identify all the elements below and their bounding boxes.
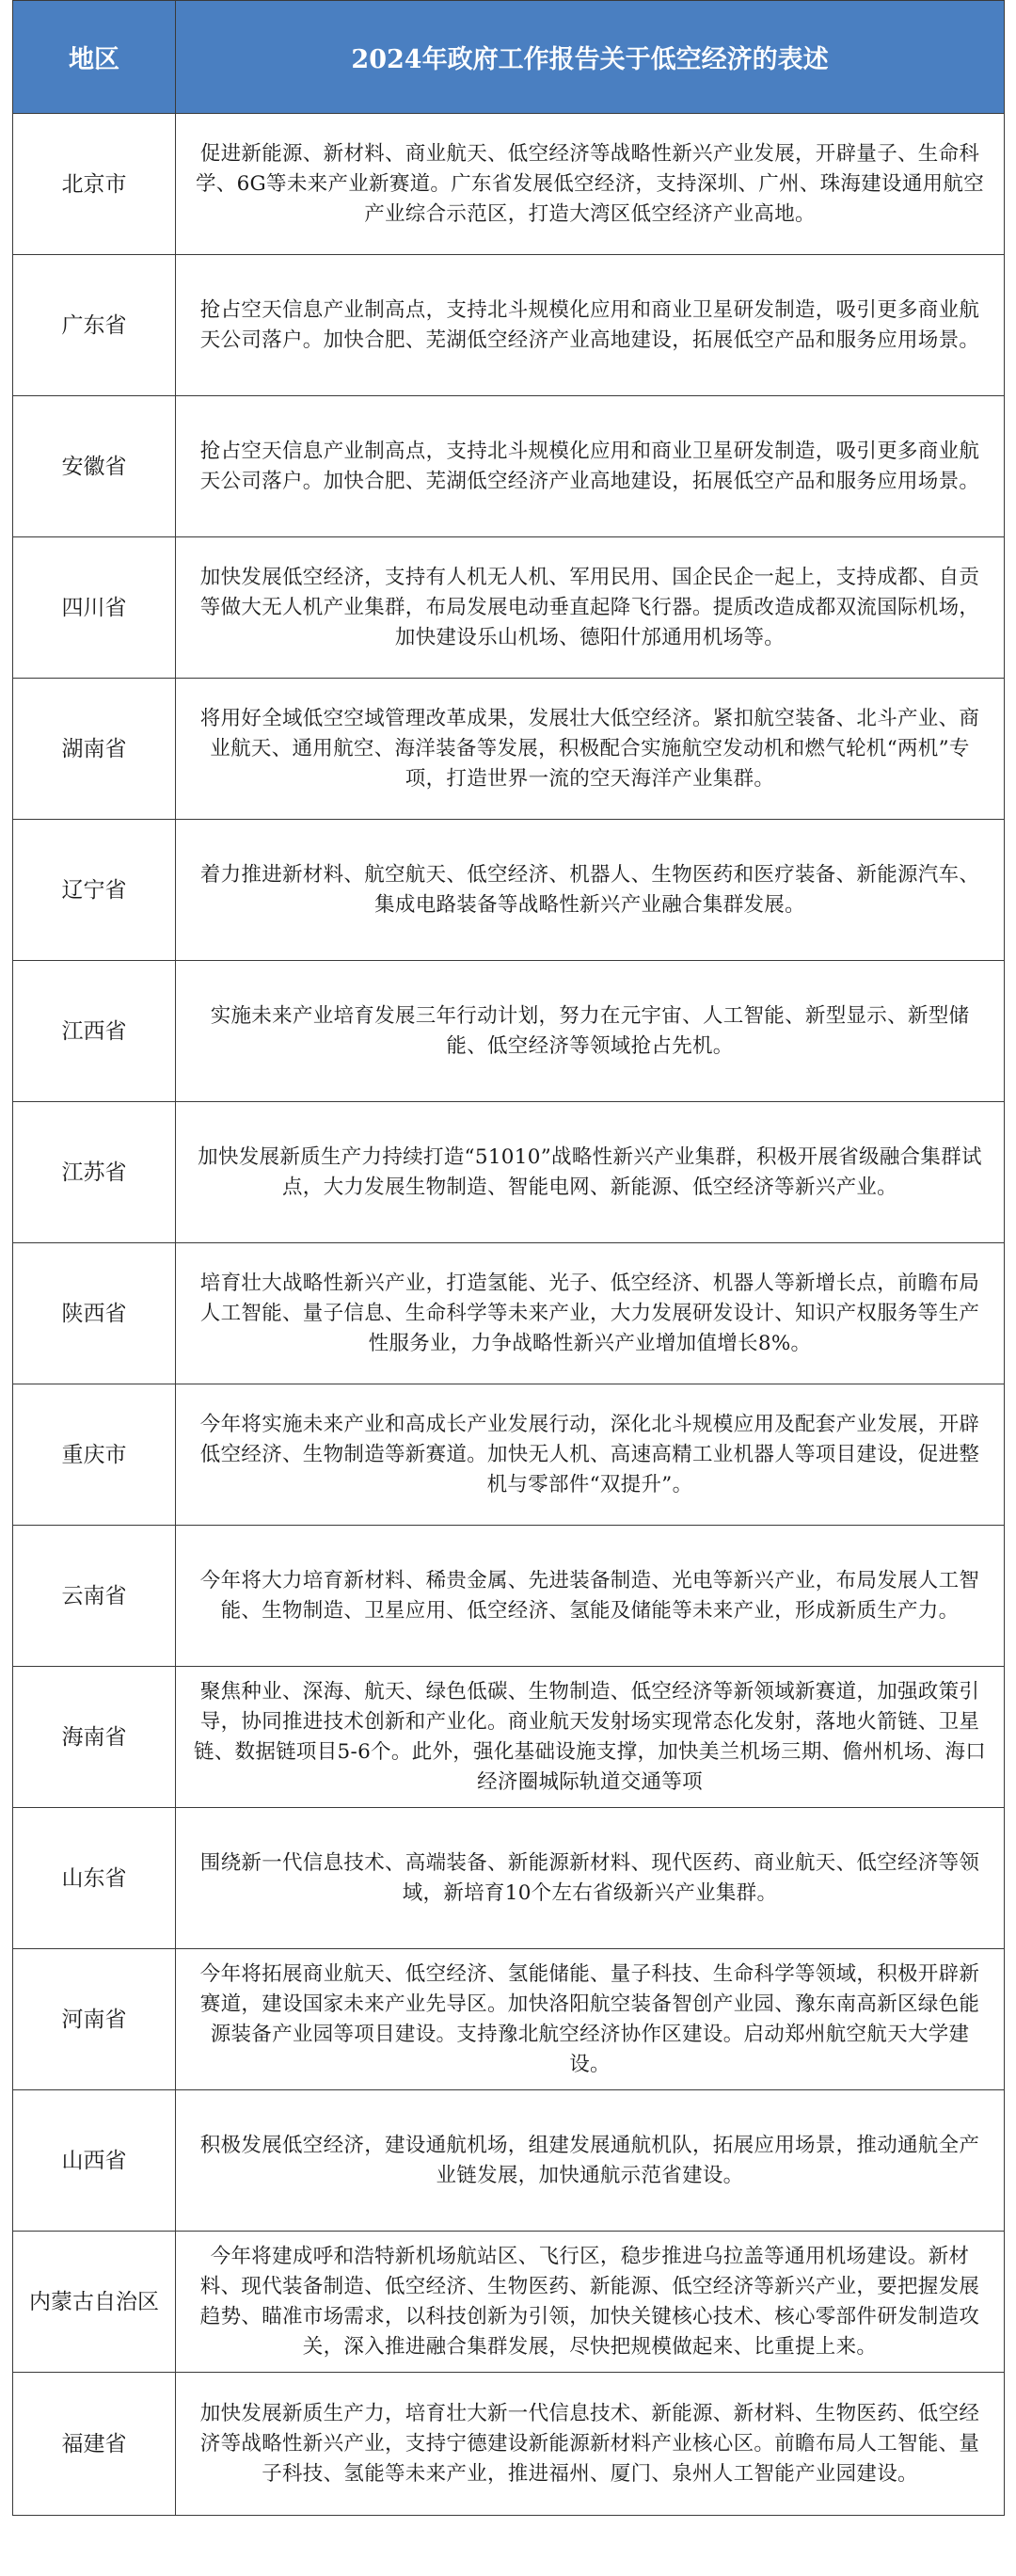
description-cell: 抢占空天信息产业制高点，支持北斗规模化应用和商业卫星研发制造，吸引更多商业航天公司落户。加快合肥、芜湖低空经济产业高地建设，拓展低空产品和服务应用场景。 <box>176 255 1005 396</box>
table-row <box>13 820 1005 961</box>
description-cell: 促进新能源、新材料、商业航天、低空经济等战略性新兴产业发展，开辟量子、生命科学、6G等未来产业新赛道。广东省发展低空经济，支持深圳、广州、珠海建设通用航空产业综合示范区，打造大湾区低空经济产业高地。 <box>176 114 1005 255</box>
description-cell: 培育壮大战略性新兴产业，打造氢能、光子、低空经济、机器人等新增长点，前瞻布局人工智能、量子信息、生命科学等未来产业，大力发展研发设计、知识产权服务等生产性服务业，力争战略性新兴产业增加值增长8%。 <box>176 1243 1005 1384</box>
region-cell: 湖南省 <box>13 679 176 820</box>
description-cell: 今年将实施未来产业和高成长产业发展行动，深化北斗规模应用及配套产业发展，开辟低空经济、生物制造等新赛道。加快无人机、高速高精工业机器人等项目建设，促进整机与零部件“双提升”。 <box>176 1384 1005 1526</box>
table-row <box>13 679 1005 820</box>
description-cell: 抢占空天信息产业制高点，支持北斗规模化应用和商业卫星研发制造，吸引更多商业航天公司落户。加快合肥、芜湖低空经济产业高地建设，拓展低空产品和服务应用场景。 <box>176 396 1005 537</box>
region-cell: 广东省 <box>13 255 176 396</box>
region-cell: 重庆市 <box>13 1384 176 1526</box>
table-header-row <box>13 1 1005 114</box>
description-cell: 今年将拓展商业航天、低空经济、氢能储能、量子科技、生命科学等领域，积极开辟新赛道，建设国家未来产业先导区。加快洛阳航空装备智创产业园、豫东南高新区绿色能源装备产业园等项目建设。支持豫北航空经济协作区建设。启动郑州航空航天大学建设。 <box>176 1949 1005 2090</box>
table-row <box>13 1526 1005 1667</box>
region-cell: 江西省 <box>13 961 176 1102</box>
table-row <box>13 1808 1005 1949</box>
header-description: 2024年政府工作报告关于低空经济的表述 <box>176 1 1005 114</box>
description-cell: 着力推进新材料、航空航天、低空经济、机器人、生物医药和医疗装备、新能源汽车、集成电路装备等战略性新兴产业融合集群发展。 <box>176 820 1005 961</box>
region-cell: 山西省 <box>13 2090 176 2232</box>
description-cell: 今年将建成呼和浩特新机场航站区、飞行区，稳步推进乌拉盖等通用机场建设。新材料、现代装备制造、低空经济、生物医药、新能源、低空经济等新兴产业，要把握发展趋势、瞄准市场需求，以科技创新为引领，加快关键核心技术、核心零部件研发制造攻关，深入推进融合集群发展，尽快把规模做起来、比重提上来。 <box>176 2232 1005 2373</box>
region-cell: 北京市 <box>13 114 176 255</box>
region-cell: 山东省 <box>13 1808 176 1949</box>
table-row <box>13 1243 1005 1384</box>
table-row <box>13 114 1005 255</box>
description-cell: 今年将大力培育新材料、稀贵金属、先进装备制造、光电等新兴产业，布局发展人工智能、生物制造、卫星应用、低空经济、氢能及储能等未来产业，形成新质生产力。 <box>176 1526 1005 1667</box>
region-cell: 云南省 <box>13 1526 176 1667</box>
region-cell: 河南省 <box>13 1949 176 2090</box>
report-table <box>12 0 1005 2516</box>
table-row <box>13 1949 1005 2090</box>
description-cell: 实施未来产业培育发展三年行动计划，努力在元宇宙、人工智能、新型显示、新型储能、低空经济等领域抢占先机。 <box>176 961 1005 1102</box>
description-cell: 围绕新一代信息技术、高端装备、新能源新材料、现代医药、商业航天、低空经济等领域，新培育10个左右省级新兴产业集群。 <box>176 1808 1005 1949</box>
table-row <box>13 2373 1005 2516</box>
table-row <box>13 2232 1005 2373</box>
table-row <box>13 1102 1005 1243</box>
description-cell: 加快发展低空经济，支持有人机无人机、军用民用、国企民企一起上，支持成都、自贡等做大无人机产业集群，布局发展电动垂直起降飞行器。提质改造成都双流国际机场，加快建设乐山机场、德阳什邡通用机场等。 <box>176 537 1005 679</box>
table-row <box>13 961 1005 1102</box>
region-cell: 内蒙古自治区 <box>13 2232 176 2373</box>
region-cell: 陕西省 <box>13 1243 176 1384</box>
region-cell: 四川省 <box>13 537 176 679</box>
region-cell: 福建省 <box>13 2373 176 2516</box>
region-cell: 海南省 <box>13 1667 176 1808</box>
description-cell: 加快发展新质生产力持续打造“51010”战略性新兴产业集群，积极开展省级融合集群试点，大力发展生物制造、智能电网、新能源、低空经济等新兴产业。 <box>176 1102 1005 1243</box>
region-cell: 江苏省 <box>13 1102 176 1243</box>
table-row <box>13 396 1005 537</box>
description-cell: 加快发展新质生产力，培育壮大新一代信息技术、新能源、新材料、生物医药、低空经济等战略性新兴产业，支持宁德建设新能源新材料产业核心区。前瞻布局人工智能、量子科技、氢能等未来产业，推进福州、厦门、泉州人工智能产业园建设。 <box>176 2373 1005 2516</box>
header-region: 地区 <box>13 1 176 114</box>
description-cell: 聚焦种业、深海、航天、绿色低碳、生物制造、低空经济等新领域新赛道，加强政策引导，协同推进技术创新和产业化。商业航天发射场实现常态化发射，落地火箭链、卫星链、数据链项目5-6个。此外，强化基础设施支撑，加快美兰机场三期、儋州机场、海口经济圈城际轨道交通等项 <box>176 1667 1005 1808</box>
description-cell: 将用好全域低空空域管理改革成果，发展壮大低空经济。紧扣航空装备、北斗产业、商业航天、通用航空、海洋装备等发展，积极配合实施航空发动机和燃气轮机“两机”专项，打造世界一流的空天海洋产业集群。 <box>176 679 1005 820</box>
table-row <box>13 1384 1005 1526</box>
table-row <box>13 255 1005 396</box>
table-row <box>13 537 1005 679</box>
table-row <box>13 2090 1005 2232</box>
description-cell: 积极发展低空经济，建设通航机场，组建发展通航机队，拓展应用场景，推动通航全产业链发展，加快通航示范省建设。 <box>176 2090 1005 2232</box>
table-row <box>13 1667 1005 1808</box>
region-cell: 安徽省 <box>13 396 176 537</box>
region-cell: 辽宁省 <box>13 820 176 961</box>
